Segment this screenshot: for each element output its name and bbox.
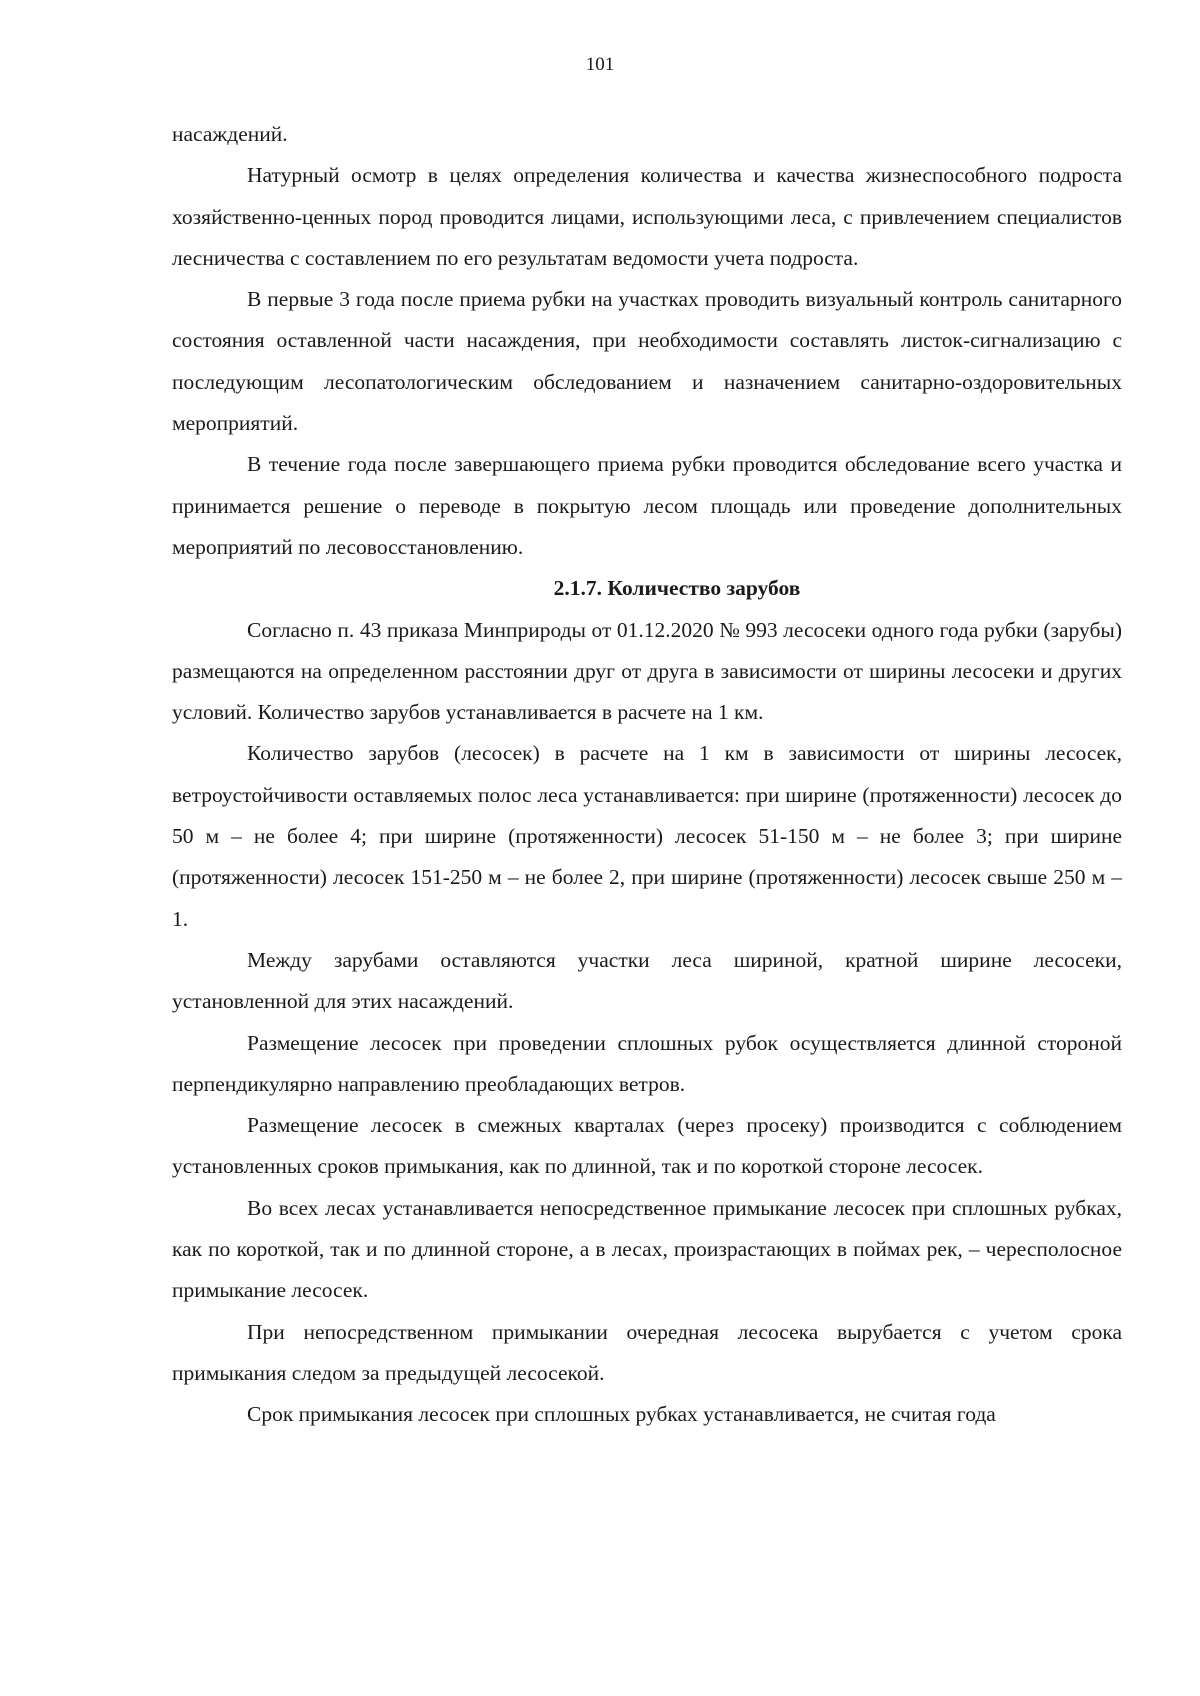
paragraph: Согласно п. 43 приказа Минприроды от 01.12.2020 № 993 лесосеки одного года рубки (зарубы) размещаются на определенном расстоянии друг от друга в зависимости от ширины лесосеки и других условий. Количество зарубов устанавливается в расчете на 1 км. [172,617,1122,725]
paragraph: При непосредственном примыкании очередная лесосека вырубается с учетом срока примыкания следом за предыдущей лесосекой. [172,1319,1122,1385]
paragraph: Размещение лесосек в смежных кварталах (через просеку) производится с соблюдением установленных сроков примыкания, как по длинной, так и по короткой стороне лесосек. [172,1113,1122,1179]
page-number: 101 [585,54,615,75]
paragraph: Срок примыкания лесосек при сплошных рубках устанавливается, не считая года [247,1402,996,1427]
paragraph: В течение года после завершающего приема рубки проводится обследование всего участка и принимается решение о переводе в покрытую лесом площадь или проведение дополнительных мероприятий по лесовосстановлению. [172,452,1122,559]
document-body [172,114,1122,1436]
paragraph: Между зарубами оставляются участки леса шириной, кратной ширине лесосеки, установленной для этих насаждений. [172,947,1122,1014]
paragraph-continuation: насаждений. [172,122,288,146]
paragraph: Во всех лесах устанавливается непосредственное примыкание лесосек при сплошных рубках, как по короткой, так и по длинной стороне, а в лесах, произрастающих в поймах рек, – чересполосное примыкание лесосек. [172,1195,1122,1303]
section-heading: 2.1.7. Количество зарубов [553,576,801,601]
paragraph: Натурный осмотр в целях определения количества и качества жизнеспособного подроста хозяйственно-ценных пород проводится лицами, использующими леса, с привлечением специалистов лесничества с составлением по его результатам ведомости учета подроста. [172,163,1122,270]
paragraph: Размещение лесосек при проведении сплошных рубок осуществляется длинной стороной перпендикулярно направлению преобладающих ветров. [172,1030,1122,1096]
paragraph: В первые 3 года после приема рубки на участках проводить визуальный контроль санитарного состояния оставленной части насаждения, при необходимости составлять листок-сигнализацию с последующим лесопатологическим обследованием и назначением санитарно-оздоровительных мероприятий. [172,287,1122,436]
paragraph: Количество зарубов (лесосек) в расчете на 1 км в зависимости от ширины лесосек, ветроустойчивости оставляемых полос леса устанавливается: при ширине (протяженности) лесосек до 50 м – не более 4; при ширине (протяженности) лесосек 51-150 м – не более 3; при ширине (протяженности) лесосек 151-250 м – не более 2, при ширине (протяженности) лесосек свыше 250 м – 1. [172,741,1122,931]
